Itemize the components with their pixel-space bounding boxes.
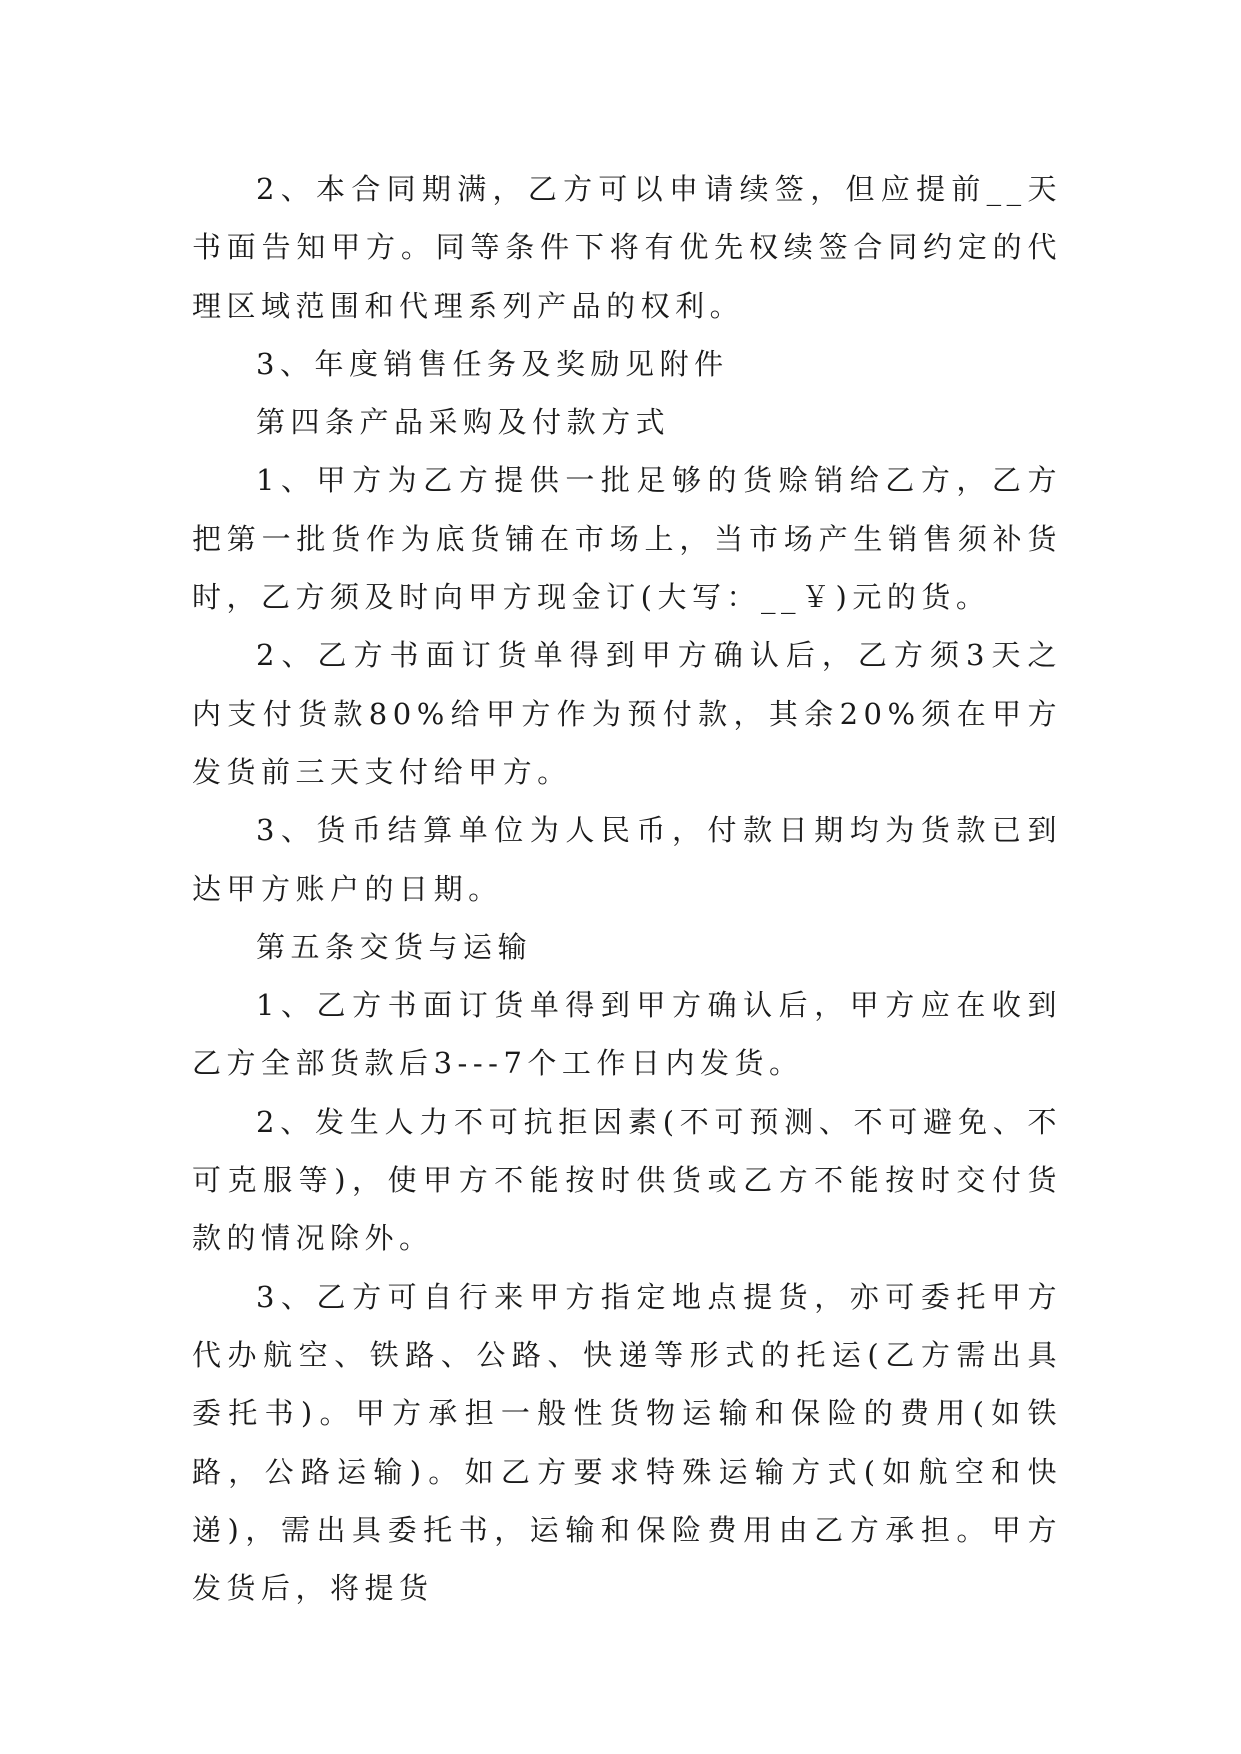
paragraph-currency: 3、货币结算单位为人民币，付款日期均为货款已到达甲方账户的日期。 [192,813,1062,906]
paragraph-annual-sales-task: 3、年度销售任务及奖励见附件 [256,346,729,381]
paragraph-force-majeure: 2、发生人力不可抗拒因素(不可预测、不可避免、不可克服等)，使甲方不能按时供货或乙方不能按时交付货款的情况除外。 [192,1104,1062,1256]
paragraph-credit-supply: 1、甲方为乙方提供一批足够的货赊销给乙方，乙方把第一批货作为底货铺在市场上，当市场产生销售须补货时，乙方须及时向甲方现金订(大写：__￥)元的货。 [192,463,1062,615]
paragraph-prepayment: 2、乙方书面订货单得到甲方确认后，乙方须3天之内支付货款80%给甲方作为预付款，其余20%须在甲方发货前三天支付给甲方。 [192,638,1062,789]
paragraph-shipping: 3、乙方可自行来甲方指定地点提货，亦可委托甲方代办航空、铁路、公路、快递等形式的托运(乙方需出具委托书)。甲方承担一般性货物运输和保险的费用(如铁路，公路运输)。如乙方要求特殊运输方式(如航空和快递)，需出具委托书，运输和保险费用由乙方承担。甲方发货后，将提货 [192,1279,1062,1606]
document-body [192,160,1062,1617]
paragraph-delivery-time: 1、乙方书面订货单得到甲方确认后，甲方应在收到乙方全部货款后3---7个工作日内发货。 [192,988,1062,1081]
section-heading-article-4: 第四条产品采购及付款方式 [256,405,671,440]
section-heading-article-5: 第五条交货与运输 [256,929,533,964]
paragraph-renewal: 2、本合同期满，乙方可以申请续签，但应提前__天书面告知甲方。同等条件下将有优先权续签合同约定的代理区域范围和代理系列产品的权利。 [192,172,1062,323]
